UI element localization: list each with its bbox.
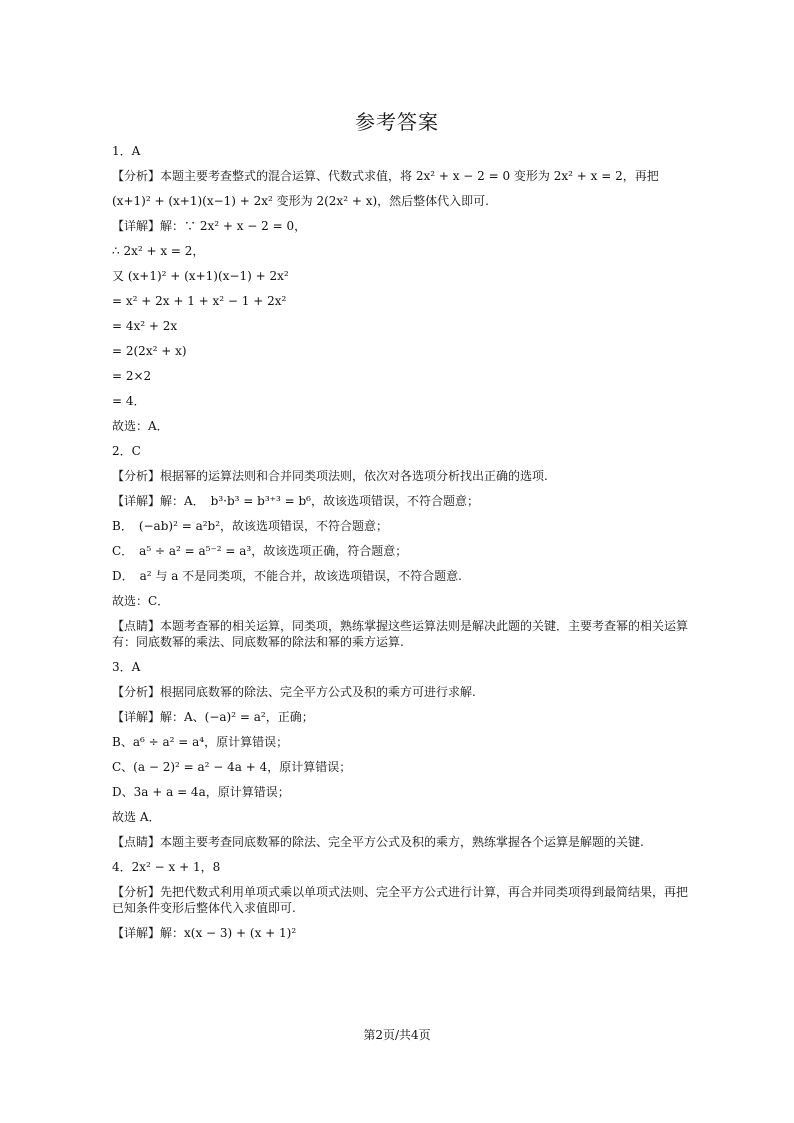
q3-analysis: 【分析】根据同底数幂的除法、完全平方公式及积的乘方可进行求解. [112, 685, 476, 699]
q2-choice: 故选：C． [112, 594, 170, 608]
q2-comment: 【点睛】本题考查幂的相关运算，同类项，熟练掌握这些运算法则是解决此题的关键．主要考查幂的相关运算有：同底数幂的乘法、同底数幂的除法和幂的乘方运算. [112, 619, 689, 649]
q1-step: = 4． [112, 394, 146, 408]
q1-step: = 2×2 [112, 369, 152, 383]
q1-step: = 2(2x² + x) [112, 344, 187, 358]
page-footer: 第2页/共4页 [363, 1028, 431, 1042]
answer-content [112, 143, 692, 950]
q3-option-d: D、3a + a = 4a，原计算错误； [112, 785, 290, 799]
q1-answer: 1．A [112, 144, 141, 158]
q4-detail-start: 【详解】解：x(x − 3) + (x + 1)² [112, 926, 297, 940]
q2-option-d: D． a² 与 a 不是同类项，不能合并，故该选项错误，不符合题意. [112, 569, 463, 583]
q3-comment: 【点睛】本题主要考查同底数幂的除法、完全平方公式及积的乘方，熟练掌握各个运算是解题的关键. [112, 835, 644, 849]
q2-option-b: B． (−ab)² = a²b²，故该选项错误，不符合题意； [112, 519, 389, 533]
q3-option-a: 【详解】解：A、(−a)² = a²，正确； [112, 710, 314, 724]
q2-option-a: 【详解】解：A． b³·b³ = b³⁺³ = b⁶，故该选项错误，不符合题意； [112, 494, 479, 508]
q2-option-c: C． a⁵ ÷ a² = a⁵⁻² = a³，故该选项正确，符合题意； [112, 544, 408, 558]
q3-choice: 故选 A． [112, 810, 161, 824]
q3-option-c: C、(a − 2)² = a² − 4a + 4，原计算错误； [112, 760, 352, 774]
q1-detail-start: 【详解】解：∵ 2x² + x − 2 = 0， [112, 219, 307, 233]
q2-analysis: 【分析】根据幂的运算法则和合并同类项法则，依次对各选项分析找出正确的选项. [112, 469, 548, 483]
q3-option-b: B、a⁶ ÷ a² = a⁴，原计算错误； [112, 735, 289, 749]
q1-step: = 4x² + 2x [112, 319, 178, 333]
q1-analysis-line1: 【分析】本题主要考查整式的混合运算、代数式求值，将 2x² + x − 2 = 0 变形为 2x² + x = 2，再把 [112, 169, 659, 183]
page-title: 参考答案 [355, 110, 439, 134]
q4-analysis: 【分析】先把代数式利用单项式乘以单项式法则、完全平方公式进行计算，再合并同类项得到最简结果，再把已知条件变形后整体代入求值即可. [112, 885, 689, 915]
q3-answer: 3．A [112, 660, 141, 674]
q1-choice: 故选：A． [112, 419, 169, 433]
q2-answer: 2．C [112, 444, 141, 458]
q1-analysis-line2: (x+1)² + (x+1)(x−1) + 2x² 变形为 2(2x² + x)，然后整体代入即可. [112, 194, 489, 208]
q1-step: = x² + 2x + 1 + x² − 1 + 2x² [112, 294, 287, 308]
q1-step: ∴ 2x² + x = 2， [112, 244, 205, 258]
q4-answer: 4．2x² − x + 1，8 [112, 860, 221, 874]
q1-step: 又 (x+1)² + (x+1)(x−1) + 2x² [112, 269, 289, 283]
